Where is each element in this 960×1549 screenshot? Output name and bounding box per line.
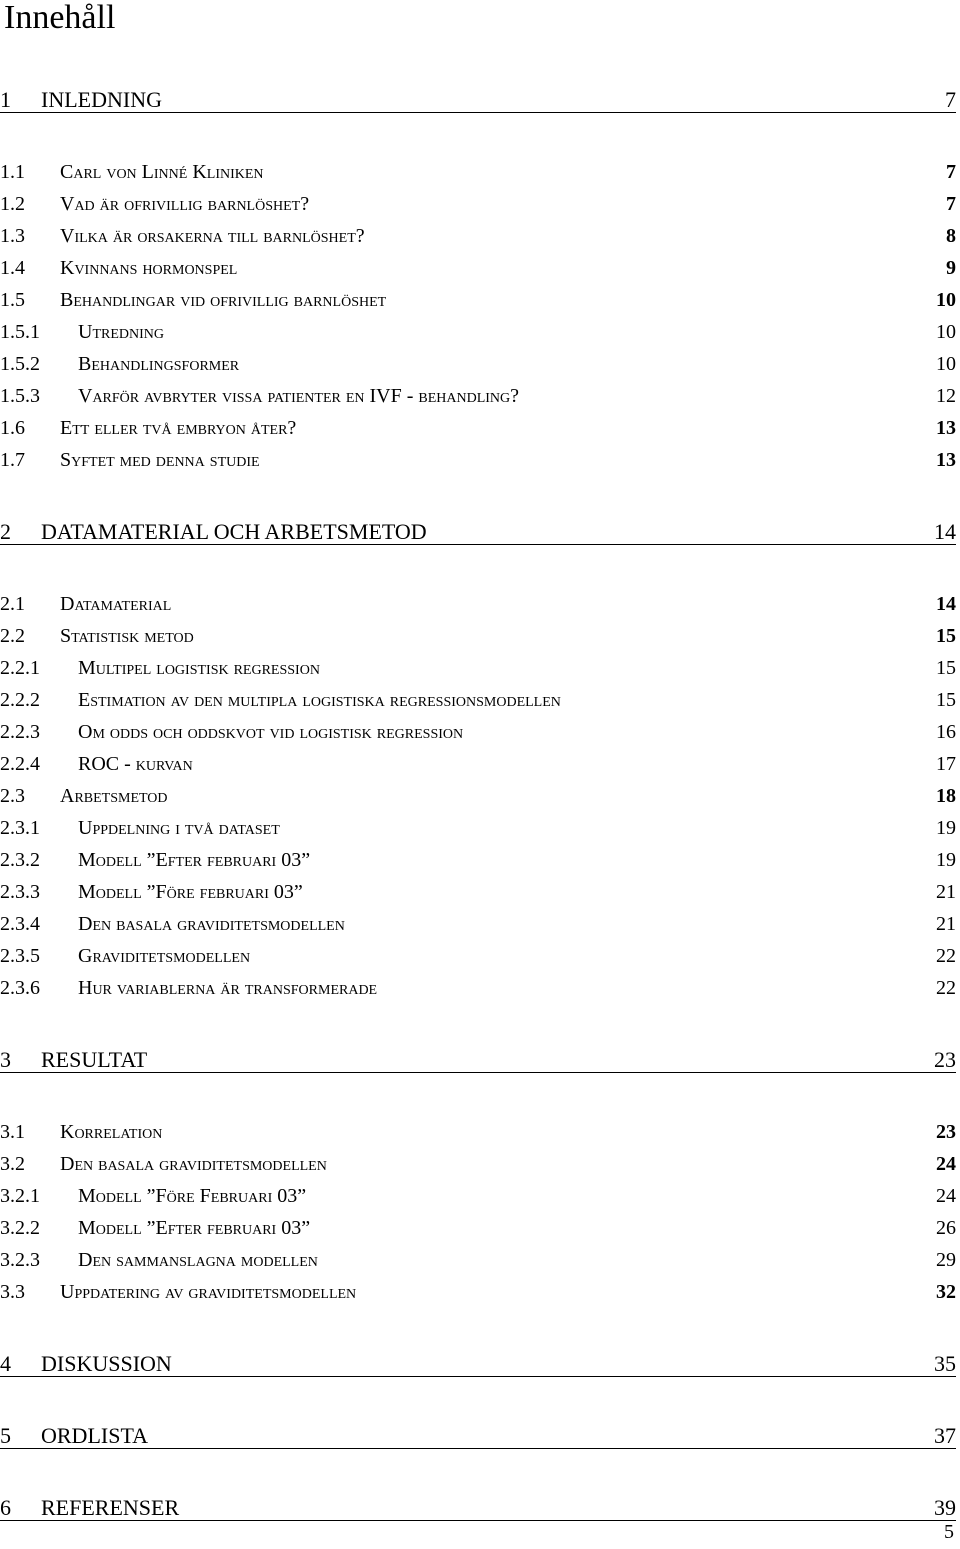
toc-entry-1-5[interactable]	[0, 282, 956, 312]
toc-entry-page: 32	[936, 1281, 956, 1303]
toc-entry-title: Kvinnans hormonspel	[60, 257, 238, 279]
toc-entry-2-3-2[interactable]	[0, 842, 956, 872]
toc-entry-3-2-3[interactable]	[0, 1242, 956, 1272]
toc-entry-3-1[interactable]	[0, 1114, 956, 1144]
toc-entry-title: Hur variablerna är transformerade	[78, 977, 378, 999]
toc-entry-number: 3.2.2	[0, 1217, 40, 1239]
toc-entry-number: 1.5.1	[0, 321, 40, 343]
toc-entry-1-5-2[interactable]	[0, 346, 956, 376]
toc-entry-2-3-1[interactable]	[0, 810, 956, 840]
toc-entry-page: 13	[936, 449, 956, 471]
toc-entry-title: Uppdelning i två dataset	[78, 817, 280, 839]
toc-entry-page: 35	[934, 1351, 956, 1376]
toc-entry-number: 2.3.4	[0, 913, 40, 935]
toc-entry-3-2[interactable]	[0, 1146, 956, 1176]
toc-entry-number: 4	[0, 1351, 11, 1376]
toc-entry-title: Modell ”Före februari 03”	[78, 881, 303, 903]
toc-entry-1-5-1[interactable]	[0, 314, 956, 344]
toc-entry-1-5-3[interactable]	[0, 378, 956, 408]
toc-entry-number: 2.2	[0, 625, 25, 647]
toc-entry-number: 3.2.1	[0, 1185, 40, 1207]
toc-entry-number: 2.3.5	[0, 945, 40, 967]
toc-entry-page: 14	[934, 519, 956, 544]
toc-entry-title: Den basala graviditetsmodellen	[78, 913, 345, 935]
toc-entry-title: Utredning	[78, 321, 164, 343]
toc-entry-2[interactable]	[0, 514, 956, 545]
toc-entry-1[interactable]	[0, 82, 956, 113]
toc-entry-page: 13	[936, 417, 956, 439]
toc-entry-title: Den basala graviditetsmodellen	[60, 1153, 327, 1175]
toc-entry-3-2-1[interactable]	[0, 1178, 956, 1208]
toc-entry-title: Ett eller två embryon åter?	[60, 417, 297, 439]
toc-entry-page: 10	[936, 289, 956, 311]
toc-entry-2-2-4[interactable]	[0, 746, 956, 776]
toc-entry-1-3[interactable]	[0, 218, 956, 248]
toc-entry-2-2-3[interactable]	[0, 714, 956, 744]
toc-entry-page: 7	[946, 193, 956, 215]
toc-entry-number: 3.2.3	[0, 1249, 40, 1271]
toc-entry-title: Uppdatering av graviditetsmodellen	[60, 1281, 357, 1303]
toc-entry-page: 24	[936, 1185, 956, 1207]
toc-entry-number: 2.3	[0, 785, 25, 807]
toc-entry-page: 8	[946, 225, 956, 247]
toc-entry-number: 2.2.4	[0, 753, 40, 775]
toc-entry-title: Estimation av den multipla logistiska regressionsmodellen	[78, 689, 561, 711]
toc-entry-title: REFERENSER	[41, 1495, 180, 1520]
toc-entry-number: 2.3.6	[0, 977, 40, 999]
toc-entry-page: 23	[936, 1121, 956, 1143]
toc-entry-title: ROC - kurvan	[78, 753, 193, 775]
toc-entry-page: 23	[934, 1047, 956, 1072]
toc-entry-page: 21	[936, 913, 956, 935]
toc-entry-page: 19	[936, 817, 956, 839]
toc-entry-title: Modell ”Före Februari 03”	[78, 1185, 307, 1207]
toc-entry-2-3-6[interactable]	[0, 970, 956, 1000]
toc-entry-page: 19	[936, 849, 956, 871]
toc-entry-title: Carl von Linné Kliniken	[60, 161, 264, 183]
toc-entry-number: 1	[0, 87, 11, 112]
toc-entry-title: Modell ”Efter februari 03”	[78, 1217, 311, 1239]
toc-entry-3-2-2[interactable]	[0, 1210, 956, 1240]
toc-entry-title: Datamaterial	[60, 593, 172, 615]
toc-entry-title: DISKUSSION	[41, 1351, 172, 1376]
toc-entry-2-3[interactable]	[0, 778, 956, 808]
toc-entry-2-2-1[interactable]	[0, 650, 956, 680]
toc-entry-number: 3.3	[0, 1281, 25, 1303]
toc-entry-page: 15	[936, 625, 956, 647]
toc-entry-number: 2.2.3	[0, 721, 40, 743]
toc-entry-page: 16	[936, 721, 956, 743]
toc-entry-number: 1.5.2	[0, 353, 40, 375]
toc-entry-page: 7	[945, 87, 956, 112]
toc-entry-page: 22	[936, 977, 956, 999]
toc-entry-title: Korrelation	[60, 1121, 163, 1143]
toc-entry-4[interactable]	[0, 1346, 956, 1377]
toc-entry-page: 15	[936, 689, 956, 711]
toc-entry-page: 24	[936, 1153, 956, 1175]
toc-entry-title: Om odds och oddskvot vid logistisk regression	[78, 721, 464, 743]
toc-entry-number: 2.3.3	[0, 881, 40, 903]
toc-entry-5[interactable]	[0, 1418, 956, 1449]
toc-entry-page: 12	[936, 385, 956, 407]
toc-entry-number: 3.1	[0, 1121, 25, 1143]
toc-entry-page: 37	[934, 1423, 956, 1448]
toc-entry-2-3-3[interactable]	[0, 874, 956, 904]
toc-entry-page: 14	[936, 593, 956, 615]
toc-entry-number: 1.2	[0, 193, 25, 215]
toc-entry-number: 6	[0, 1495, 11, 1520]
toc-entry-title: Statistisk metod	[60, 625, 194, 647]
toc-entry-3-3[interactable]	[0, 1274, 956, 1304]
toc-entry-number: 1.5.3	[0, 385, 40, 407]
toc-entry-title: Graviditetsmodellen	[78, 945, 251, 967]
toc-entry-1-1[interactable]	[0, 154, 956, 184]
toc-entry-title: Varför avbryter vissa patienter en IVF - behandling?	[78, 385, 520, 407]
toc-entry-1-6[interactable]	[0, 410, 956, 440]
toc-entry-1-2[interactable]	[0, 186, 956, 216]
toc-entry-number: 2	[0, 519, 11, 544]
toc-entry-page: 21	[936, 881, 956, 903]
toc-entry-title: Arbetsmetod	[60, 785, 168, 807]
toc-entry-number: 1.6	[0, 417, 25, 439]
toc-entry-number: 5	[0, 1423, 11, 1448]
toc-entry-number: 2.1	[0, 593, 25, 615]
toc-entry-number: 3.2	[0, 1153, 25, 1175]
toc-entry-title: Vilka är orsakerna till barnlöshet?	[60, 225, 365, 247]
toc-entry-number: 2.2.1	[0, 657, 40, 679]
toc-entry-title: DATAMATERIAL OCH ARBETSMETOD	[41, 519, 427, 544]
toc-entry-number: 2.3.1	[0, 817, 40, 839]
toc-entry-title: INLEDNING	[41, 87, 162, 112]
toc-entry-2-1[interactable]	[0, 586, 956, 616]
toc-entry-page: 10	[936, 321, 956, 343]
toc-entry-number: 1.1	[0, 161, 25, 183]
toc-entry-title: Modell ”Efter februari 03”	[78, 849, 311, 871]
toc-entry-6[interactable]	[0, 1490, 956, 1521]
toc-entry-2-3-4[interactable]	[0, 906, 956, 936]
toc-entry-2-3-5[interactable]	[0, 938, 956, 968]
toc-entry-2-2-2[interactable]	[0, 682, 956, 712]
toc-entry-3[interactable]	[0, 1042, 956, 1073]
toc-entry-page: 15	[936, 657, 956, 679]
toc-entry-page: 9	[946, 257, 956, 279]
toc-entry-page: 17	[936, 753, 956, 775]
toc-entry-number: 1.4	[0, 257, 25, 279]
toc-entry-title: Behandlingsformer	[78, 353, 240, 375]
toc-entry-1-7[interactable]	[0, 442, 956, 472]
toc-entry-title: Den sammanslagna modellen	[78, 1249, 318, 1271]
toc-entry-number: 1.3	[0, 225, 25, 247]
toc-entry-page: 10	[936, 353, 956, 375]
toc-entry-page: 18	[936, 785, 956, 807]
toc-entry-title: RESULTAT	[41, 1047, 148, 1072]
toc-entry-number: 3	[0, 1047, 11, 1072]
toc-entry-number: 2.2.2	[0, 689, 40, 711]
toc-entry-title: Syftet med denna studie	[60, 449, 260, 471]
toc-entry-number: 1.5	[0, 289, 25, 311]
toc-entry-title: ORDLISTA	[41, 1423, 149, 1448]
toc-entry-2-2[interactable]	[0, 618, 956, 648]
toc-entry-page: 39	[934, 1495, 956, 1520]
page-number: 5	[944, 1521, 954, 1543]
toc-entry-title: Behandlingar vid ofrivillig barnlöshet	[60, 289, 387, 311]
toc-entry-title: Multipel logistisk regression	[78, 657, 320, 679]
toc-entry-page: 26	[936, 1217, 956, 1239]
toc-entry-number: 1.7	[0, 449, 25, 471]
toc-entry-number: 2.3.2	[0, 849, 40, 871]
toc-entry-page: 29	[936, 1249, 956, 1271]
toc-heading: Innehåll	[4, 0, 116, 36]
toc-entry-title: Vad är ofrivillig barnlöshet?	[60, 193, 310, 215]
toc-entry-page: 7	[946, 161, 956, 183]
toc-entry-page: 22	[936, 945, 956, 967]
toc-entry-1-4[interactable]	[0, 250, 956, 280]
